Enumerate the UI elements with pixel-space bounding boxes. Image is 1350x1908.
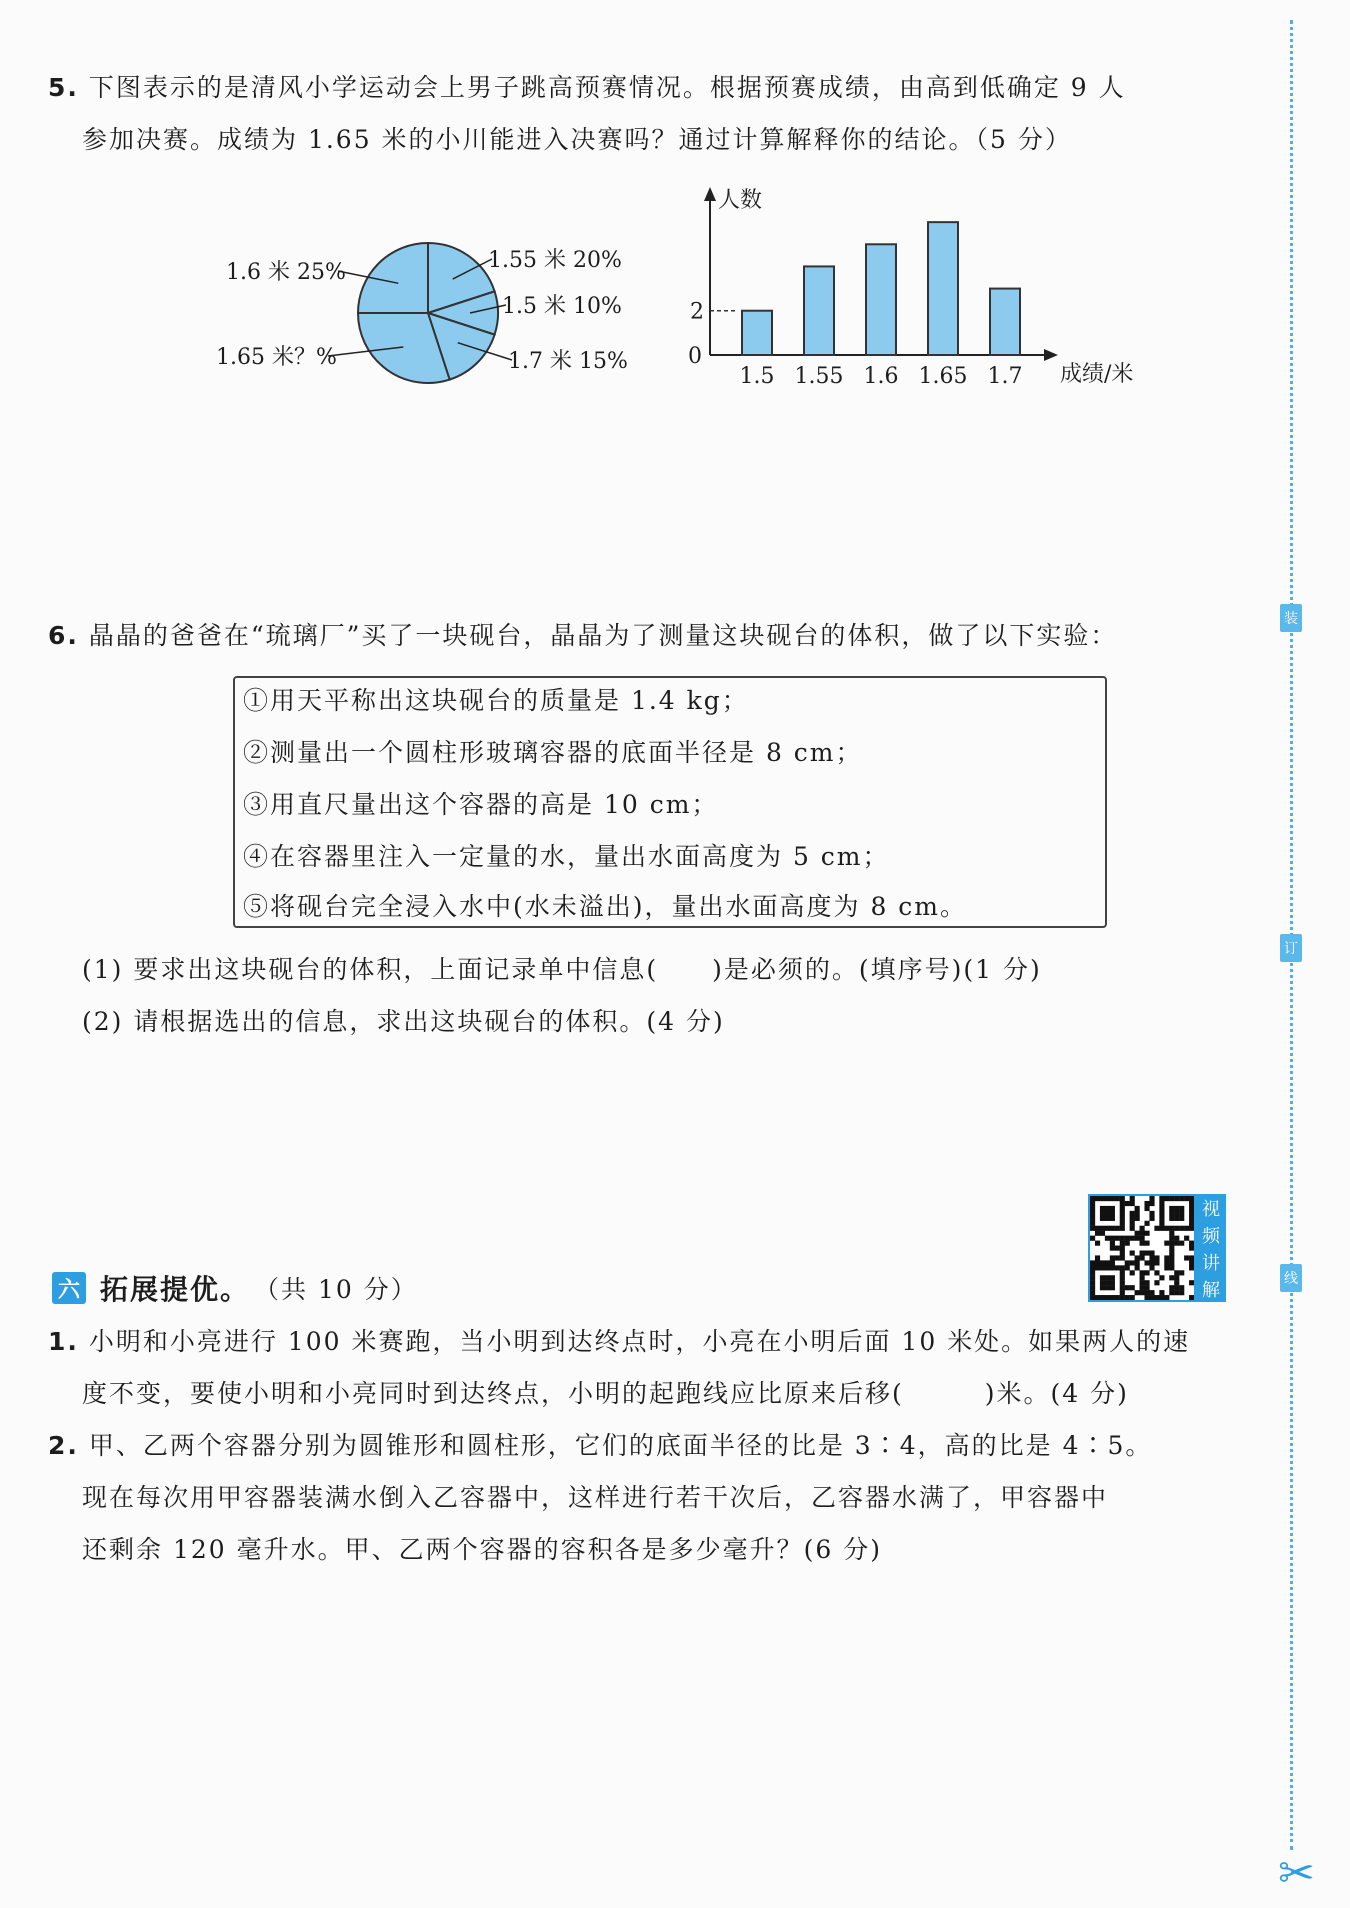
qr-module xyxy=(1120,1270,1125,1275)
bar-1.6 xyxy=(866,244,896,355)
q6-text-1: 晶晶的爸爸在“琉璃厂”买了一块砚台，晶晶为了测量这块砚台的体积，做了以下实验： xyxy=(88,621,1118,650)
qr-module xyxy=(1130,1260,1135,1265)
qr-module xyxy=(1105,1236,1110,1241)
qr-module xyxy=(1105,1275,1110,1280)
step-1: ①用天平称出这块砚台的质量是 1.4 kg； xyxy=(243,686,749,715)
qr-module xyxy=(1154,1255,1159,1260)
qr-module xyxy=(1135,1265,1140,1270)
qr-module xyxy=(1140,1226,1145,1231)
qr-module xyxy=(1135,1211,1140,1216)
qr-module xyxy=(1125,1285,1130,1290)
y-axis-arrow xyxy=(704,187,716,201)
qr-module xyxy=(1144,1221,1149,1226)
qr-module xyxy=(1174,1280,1179,1285)
qr-module xyxy=(1174,1290,1179,1295)
qr-module xyxy=(1144,1280,1149,1285)
qr-module xyxy=(1105,1260,1110,1265)
qr-module xyxy=(1125,1236,1130,1241)
qr-module xyxy=(1105,1211,1110,1216)
qr-module xyxy=(1154,1295,1159,1300)
qr-module xyxy=(1169,1241,1174,1246)
qr-module xyxy=(1144,1290,1149,1295)
qr-module xyxy=(1184,1255,1189,1260)
qr-module xyxy=(1164,1255,1169,1260)
qr-module xyxy=(1100,1231,1105,1236)
x-axis-arrow xyxy=(1044,349,1058,361)
qr-module xyxy=(1164,1265,1169,1270)
qr-module xyxy=(1174,1241,1179,1246)
qr-module xyxy=(1169,1250,1174,1255)
qr-module xyxy=(1105,1206,1110,1211)
qr-module xyxy=(1090,1196,1095,1201)
qr-module xyxy=(1169,1285,1174,1290)
qr-module xyxy=(1149,1250,1154,1255)
qr-module xyxy=(1179,1241,1184,1246)
qr-module xyxy=(1120,1201,1125,1206)
qr-module xyxy=(1105,1295,1110,1300)
qr-module xyxy=(1140,1255,1145,1260)
qr-module xyxy=(1130,1216,1135,1221)
qr-label-2: 频 xyxy=(1202,1225,1220,1247)
qr-module xyxy=(1189,1255,1194,1260)
qr-module xyxy=(1159,1221,1164,1226)
qr-module xyxy=(1115,1236,1120,1241)
qr-module xyxy=(1189,1211,1194,1216)
qr-module xyxy=(1159,1226,1164,1231)
qr-module xyxy=(1120,1236,1125,1241)
qr-module xyxy=(1144,1285,1149,1290)
qr-module xyxy=(1095,1255,1100,1260)
qr-module xyxy=(1159,1290,1164,1295)
bar-1.7 xyxy=(990,289,1020,355)
qr-module xyxy=(1090,1270,1095,1275)
x-tick-1.65: 1.65 xyxy=(918,364,968,389)
qr-module xyxy=(1135,1206,1140,1211)
margin-tag-2: 订 xyxy=(1280,934,1302,962)
ext2-text-1: 甲、乙两个容器分别为圆锥形和圆柱形，它们的底面半径的比是 3∶4，高的比是 4∶5。 xyxy=(88,1431,1153,1460)
step-2: ②测量出一个圆柱形玻璃容器的底面半径是 8 cm； xyxy=(243,738,863,767)
section-badge: 六 xyxy=(52,1272,86,1304)
qr-module xyxy=(1189,1221,1194,1226)
qr-module xyxy=(1100,1265,1105,1270)
qr-module xyxy=(1149,1295,1154,1300)
qr-label-1: 视 xyxy=(1202,1198,1220,1220)
qr-module xyxy=(1189,1265,1194,1270)
qr-module xyxy=(1100,1206,1105,1211)
qr-module xyxy=(1090,1285,1095,1290)
qr-module xyxy=(1110,1265,1115,1270)
qr-module xyxy=(1110,1295,1115,1300)
qr-module xyxy=(1110,1275,1115,1280)
qr-module xyxy=(1179,1206,1184,1211)
qr-module xyxy=(1130,1270,1135,1275)
qr-module xyxy=(1105,1196,1110,1201)
qr-module xyxy=(1140,1231,1145,1236)
qr-module xyxy=(1169,1216,1174,1221)
qr-module xyxy=(1110,1226,1115,1231)
step-3: ③用直尺量出这个容器的高是 10 cm； xyxy=(243,790,719,819)
qr-module xyxy=(1120,1295,1125,1300)
qr-module xyxy=(1100,1285,1105,1290)
qr-module xyxy=(1164,1226,1169,1231)
qr-module xyxy=(1095,1265,1100,1270)
qr-module xyxy=(1115,1255,1120,1260)
qr-module xyxy=(1100,1226,1105,1231)
q5-line2: 参加决赛。成绩为 1.65 米的小川能进入决赛吗？通过计算解释你的结论。（5 分） xyxy=(82,125,1072,154)
qr-module xyxy=(1169,1206,1174,1211)
qr-module xyxy=(1100,1211,1105,1216)
video-qr-code[interactable] xyxy=(1088,1194,1228,1302)
qr-module xyxy=(1130,1211,1135,1216)
qr-module xyxy=(1090,1260,1095,1265)
qr-module xyxy=(1130,1226,1135,1231)
qr-module xyxy=(1140,1250,1145,1255)
ext1-line2: 度不变，要使小明和小亮同时到达终点，小明的起跑线应比原来后移( )米。(4 分) xyxy=(82,1379,1129,1408)
qr-module xyxy=(1164,1260,1169,1265)
qr-module xyxy=(1164,1295,1169,1300)
qr-module xyxy=(1090,1216,1095,1221)
pie-chart xyxy=(210,225,630,400)
qr-module xyxy=(1174,1226,1179,1231)
qr-module xyxy=(1159,1295,1164,1300)
qr-module xyxy=(1154,1280,1159,1285)
ext1-number: 1. xyxy=(48,1327,79,1356)
qr-module xyxy=(1169,1255,1174,1260)
qr-module xyxy=(1115,1265,1120,1270)
qr-module xyxy=(1120,1290,1125,1295)
qr-module xyxy=(1130,1221,1135,1226)
qr-module xyxy=(1135,1216,1140,1221)
qr-module xyxy=(1120,1280,1125,1285)
qr-module xyxy=(1105,1226,1110,1231)
y-tick-2: 2 xyxy=(690,299,704,325)
q6-line1 xyxy=(48,618,1117,654)
qr-module xyxy=(1184,1226,1189,1231)
pie-label-1.65: 1.65 米？% xyxy=(216,345,337,370)
qr-module xyxy=(1140,1290,1145,1295)
pie-label-1.55: 1.55 米 20% xyxy=(488,248,622,273)
pie-label-1.7: 1.7 米 15% xyxy=(508,349,628,374)
q6-sub1: (1) 要求出这块砚台的体积，上面记录单中信息( )是必须的。(填序号)(1 分) xyxy=(82,955,1042,984)
qr-module xyxy=(1100,1216,1105,1221)
qr-module xyxy=(1105,1265,1110,1270)
qr-module xyxy=(1174,1236,1179,1241)
qr-module xyxy=(1140,1280,1145,1285)
qr-module xyxy=(1130,1236,1135,1241)
qr-module xyxy=(1110,1280,1115,1285)
ext2-line3: 还剩余 120 毫升水。甲、乙两个容器的容积各是多少毫升？(6 分) xyxy=(82,1535,882,1564)
qr-module xyxy=(1169,1246,1174,1251)
qr-module xyxy=(1095,1231,1100,1236)
qr-module xyxy=(1140,1270,1145,1275)
qr-module xyxy=(1144,1250,1149,1255)
qr-module xyxy=(1090,1206,1095,1211)
qr-module xyxy=(1179,1211,1184,1216)
qr-module xyxy=(1130,1196,1135,1201)
qr-module xyxy=(1140,1285,1145,1290)
qr-module xyxy=(1090,1265,1095,1270)
qr-module xyxy=(1120,1196,1125,1201)
qr-module xyxy=(1189,1216,1194,1221)
qr-module xyxy=(1125,1241,1130,1246)
qr-module xyxy=(1140,1236,1145,1241)
qr-module xyxy=(1095,1241,1100,1246)
qr-module xyxy=(1144,1231,1149,1236)
qr-module xyxy=(1189,1280,1194,1285)
qr-module xyxy=(1144,1201,1149,1206)
qr-module xyxy=(1100,1295,1105,1300)
qr-module xyxy=(1120,1221,1125,1226)
qr-module xyxy=(1169,1275,1174,1280)
qr-module xyxy=(1115,1196,1120,1201)
qr-module xyxy=(1174,1206,1179,1211)
qr-module xyxy=(1120,1206,1125,1211)
qr-module xyxy=(1169,1231,1174,1236)
qr-module xyxy=(1130,1285,1135,1290)
bar-1.5 xyxy=(742,311,772,355)
q5-number: 5. xyxy=(48,73,79,102)
qr-module xyxy=(1140,1241,1145,1246)
bar-1.65 xyxy=(928,222,958,355)
qr-module xyxy=(1120,1246,1125,1251)
qr-module xyxy=(1154,1270,1159,1275)
qr-module xyxy=(1100,1275,1105,1280)
qr-module xyxy=(1120,1250,1125,1255)
qr-module xyxy=(1154,1226,1159,1231)
qr-label xyxy=(1196,1194,1226,1302)
qr-module xyxy=(1154,1260,1159,1265)
qr-module xyxy=(1120,1275,1125,1280)
qr-module xyxy=(1090,1295,1095,1300)
step-4: ④在容器里注入一定量的水，量出水面高度为 5 cm； xyxy=(243,842,890,871)
qr-module xyxy=(1149,1255,1154,1260)
qr-module xyxy=(1189,1196,1194,1201)
qr-module xyxy=(1110,1206,1115,1211)
qr-module xyxy=(1179,1196,1184,1201)
qr-module xyxy=(1130,1250,1135,1255)
qr-image[interactable] xyxy=(1088,1194,1196,1302)
qr-module xyxy=(1189,1201,1194,1206)
qr-module xyxy=(1100,1196,1105,1201)
qr-module xyxy=(1125,1260,1130,1265)
qr-module xyxy=(1149,1265,1154,1270)
qr-module xyxy=(1169,1196,1174,1201)
margin-tag-3: 线 xyxy=(1280,1264,1302,1292)
qr-module xyxy=(1130,1201,1135,1206)
qr-module xyxy=(1179,1216,1184,1221)
qr-module xyxy=(1115,1226,1120,1231)
qr-module xyxy=(1159,1216,1164,1221)
bar-chart xyxy=(680,175,1140,400)
qr-module xyxy=(1135,1260,1140,1265)
qr-module xyxy=(1110,1246,1115,1251)
qr-module xyxy=(1174,1211,1179,1216)
qr-module xyxy=(1179,1270,1184,1275)
qr-label-3: 讲 xyxy=(1202,1252,1220,1274)
qr-module xyxy=(1164,1196,1169,1201)
qr-module xyxy=(1179,1285,1184,1290)
x-axis-label: 成绩/米 xyxy=(1060,362,1134,387)
qr-module xyxy=(1135,1255,1140,1260)
q6-sub2: (2) 请根据选出的信息，求出这块砚台的体积。(4 分) xyxy=(82,1007,725,1036)
qr-module xyxy=(1189,1295,1194,1300)
qr-module xyxy=(1135,1236,1140,1241)
qr-module xyxy=(1169,1260,1174,1265)
qr-module xyxy=(1110,1236,1115,1241)
qr-module xyxy=(1100,1280,1105,1285)
qr-module xyxy=(1169,1265,1174,1270)
section-title: 拓展提优。 xyxy=(100,1273,251,1306)
qr-module xyxy=(1095,1295,1100,1300)
qr-module xyxy=(1144,1260,1149,1265)
qr-module xyxy=(1159,1206,1164,1211)
qr-module xyxy=(1159,1211,1164,1216)
qr-module xyxy=(1120,1255,1125,1260)
qr-module xyxy=(1179,1226,1184,1231)
qr-module xyxy=(1105,1285,1110,1290)
qr-module xyxy=(1164,1241,1169,1246)
qr-module xyxy=(1189,1226,1194,1231)
qr-module xyxy=(1135,1290,1140,1295)
x-tick-1.7: 1.7 xyxy=(987,364,1023,389)
qr-module xyxy=(1189,1260,1194,1265)
scissors-icon: ✂ xyxy=(1278,1848,1315,1899)
x-tick-1.5: 1.5 xyxy=(739,364,775,389)
pie-label-1.6: 1.6 米 25% xyxy=(226,260,346,285)
qr-module xyxy=(1110,1241,1115,1246)
ext2-number: 2. xyxy=(48,1431,79,1460)
qr-module xyxy=(1149,1201,1154,1206)
y-axis-label: 人数 xyxy=(718,188,763,213)
qr-module xyxy=(1135,1231,1140,1236)
qr-label-4: 解 xyxy=(1202,1279,1220,1301)
qr-module xyxy=(1169,1226,1174,1231)
qr-module xyxy=(1149,1211,1154,1216)
qr-module xyxy=(1110,1211,1115,1216)
qr-module xyxy=(1179,1290,1184,1295)
q5-line1 xyxy=(48,70,1126,106)
section-heading xyxy=(52,1268,418,1308)
qr-module xyxy=(1100,1260,1105,1265)
y-tick-0: 0 xyxy=(688,344,702,369)
qr-module xyxy=(1120,1285,1125,1290)
step-5: ⑤将砚台完全浸入水中(水未溢出)，量出水面高度为 8 cm。 xyxy=(243,892,968,921)
qr-module xyxy=(1184,1236,1189,1241)
qr-module xyxy=(1174,1196,1179,1201)
qr-module xyxy=(1110,1285,1115,1290)
qr-module xyxy=(1120,1241,1125,1246)
ext1-text-1: 小明和小亮进行 100 米赛跑，当小明到达终点时，小亮在小明后面 10 米处。如果两人的速 xyxy=(88,1327,1191,1356)
qr-module xyxy=(1149,1290,1154,1295)
qr-module xyxy=(1174,1270,1179,1275)
q5-text-1: 下图表示的是清风小学运动会上男子跳高预赛情况。根据预赛成绩，由高到低确定 9 人 xyxy=(88,73,1126,102)
qr-module xyxy=(1174,1285,1179,1290)
qr-module xyxy=(1144,1241,1149,1246)
bar-1.55 xyxy=(804,266,834,355)
qr-module xyxy=(1090,1201,1095,1206)
qr-module xyxy=(1105,1216,1110,1221)
pie-slice-1.6 xyxy=(358,243,428,313)
qr-module xyxy=(1159,1201,1164,1206)
qr-module xyxy=(1174,1275,1179,1280)
qr-module xyxy=(1090,1211,1095,1216)
qr-module xyxy=(1125,1265,1130,1270)
qr-module xyxy=(1169,1211,1174,1216)
ext1-line1 xyxy=(48,1324,1190,1360)
qr-module xyxy=(1095,1226,1100,1231)
qr-module xyxy=(1095,1196,1100,1201)
qr-module xyxy=(1090,1226,1095,1231)
qr-module xyxy=(1189,1206,1194,1211)
qr-module xyxy=(1120,1226,1125,1231)
x-tick-1.55: 1.55 xyxy=(794,364,844,389)
qr-module xyxy=(1110,1196,1115,1201)
section-score: （共 10 分） xyxy=(254,1275,418,1304)
qr-module xyxy=(1144,1295,1149,1300)
margin-tag-1: 装 xyxy=(1280,604,1302,632)
qr-module xyxy=(1120,1265,1125,1270)
pie-label-1.5: 1.5 米 10% xyxy=(502,294,622,319)
ext2-line1 xyxy=(48,1428,1152,1464)
qr-module xyxy=(1090,1221,1095,1226)
qr-module xyxy=(1125,1295,1130,1300)
qr-module xyxy=(1144,1206,1149,1211)
x-tick-1.6: 1.6 xyxy=(863,364,899,389)
qr-module xyxy=(1174,1216,1179,1221)
ext2-line2: 现在每次用甲容器装满水倒入乙容器中，这样进行若干次后，乙容器水满了，甲容器中 xyxy=(82,1483,1109,1512)
q6-number: 6. xyxy=(48,621,79,650)
qr-module xyxy=(1140,1275,1145,1280)
qr-module xyxy=(1105,1280,1110,1285)
qr-module xyxy=(1090,1275,1095,1280)
experiment-record-box xyxy=(233,676,1107,928)
qr-module xyxy=(1120,1216,1125,1221)
qr-module xyxy=(1090,1290,1095,1295)
qr-module xyxy=(1149,1196,1154,1201)
qr-module xyxy=(1110,1260,1115,1265)
qr-module xyxy=(1120,1211,1125,1216)
qr-module xyxy=(1159,1275,1164,1280)
qr-module xyxy=(1169,1290,1174,1295)
qr-module xyxy=(1115,1295,1120,1300)
qr-module xyxy=(1184,1196,1189,1201)
qr-module xyxy=(1159,1196,1164,1201)
qr-module xyxy=(1149,1260,1154,1265)
qr-module xyxy=(1149,1216,1154,1221)
qr-module xyxy=(1090,1280,1095,1285)
qr-module xyxy=(1189,1246,1194,1251)
qr-module xyxy=(1169,1236,1174,1241)
qr-module xyxy=(1110,1216,1115,1221)
qr-module xyxy=(1090,1236,1095,1241)
qr-module xyxy=(1130,1295,1135,1300)
qr-module xyxy=(1115,1246,1120,1251)
qr-module xyxy=(1189,1241,1194,1246)
qr-module xyxy=(1125,1201,1130,1206)
qr-module xyxy=(1110,1255,1115,1260)
qr-module xyxy=(1144,1270,1149,1275)
qr-module xyxy=(1095,1260,1100,1265)
